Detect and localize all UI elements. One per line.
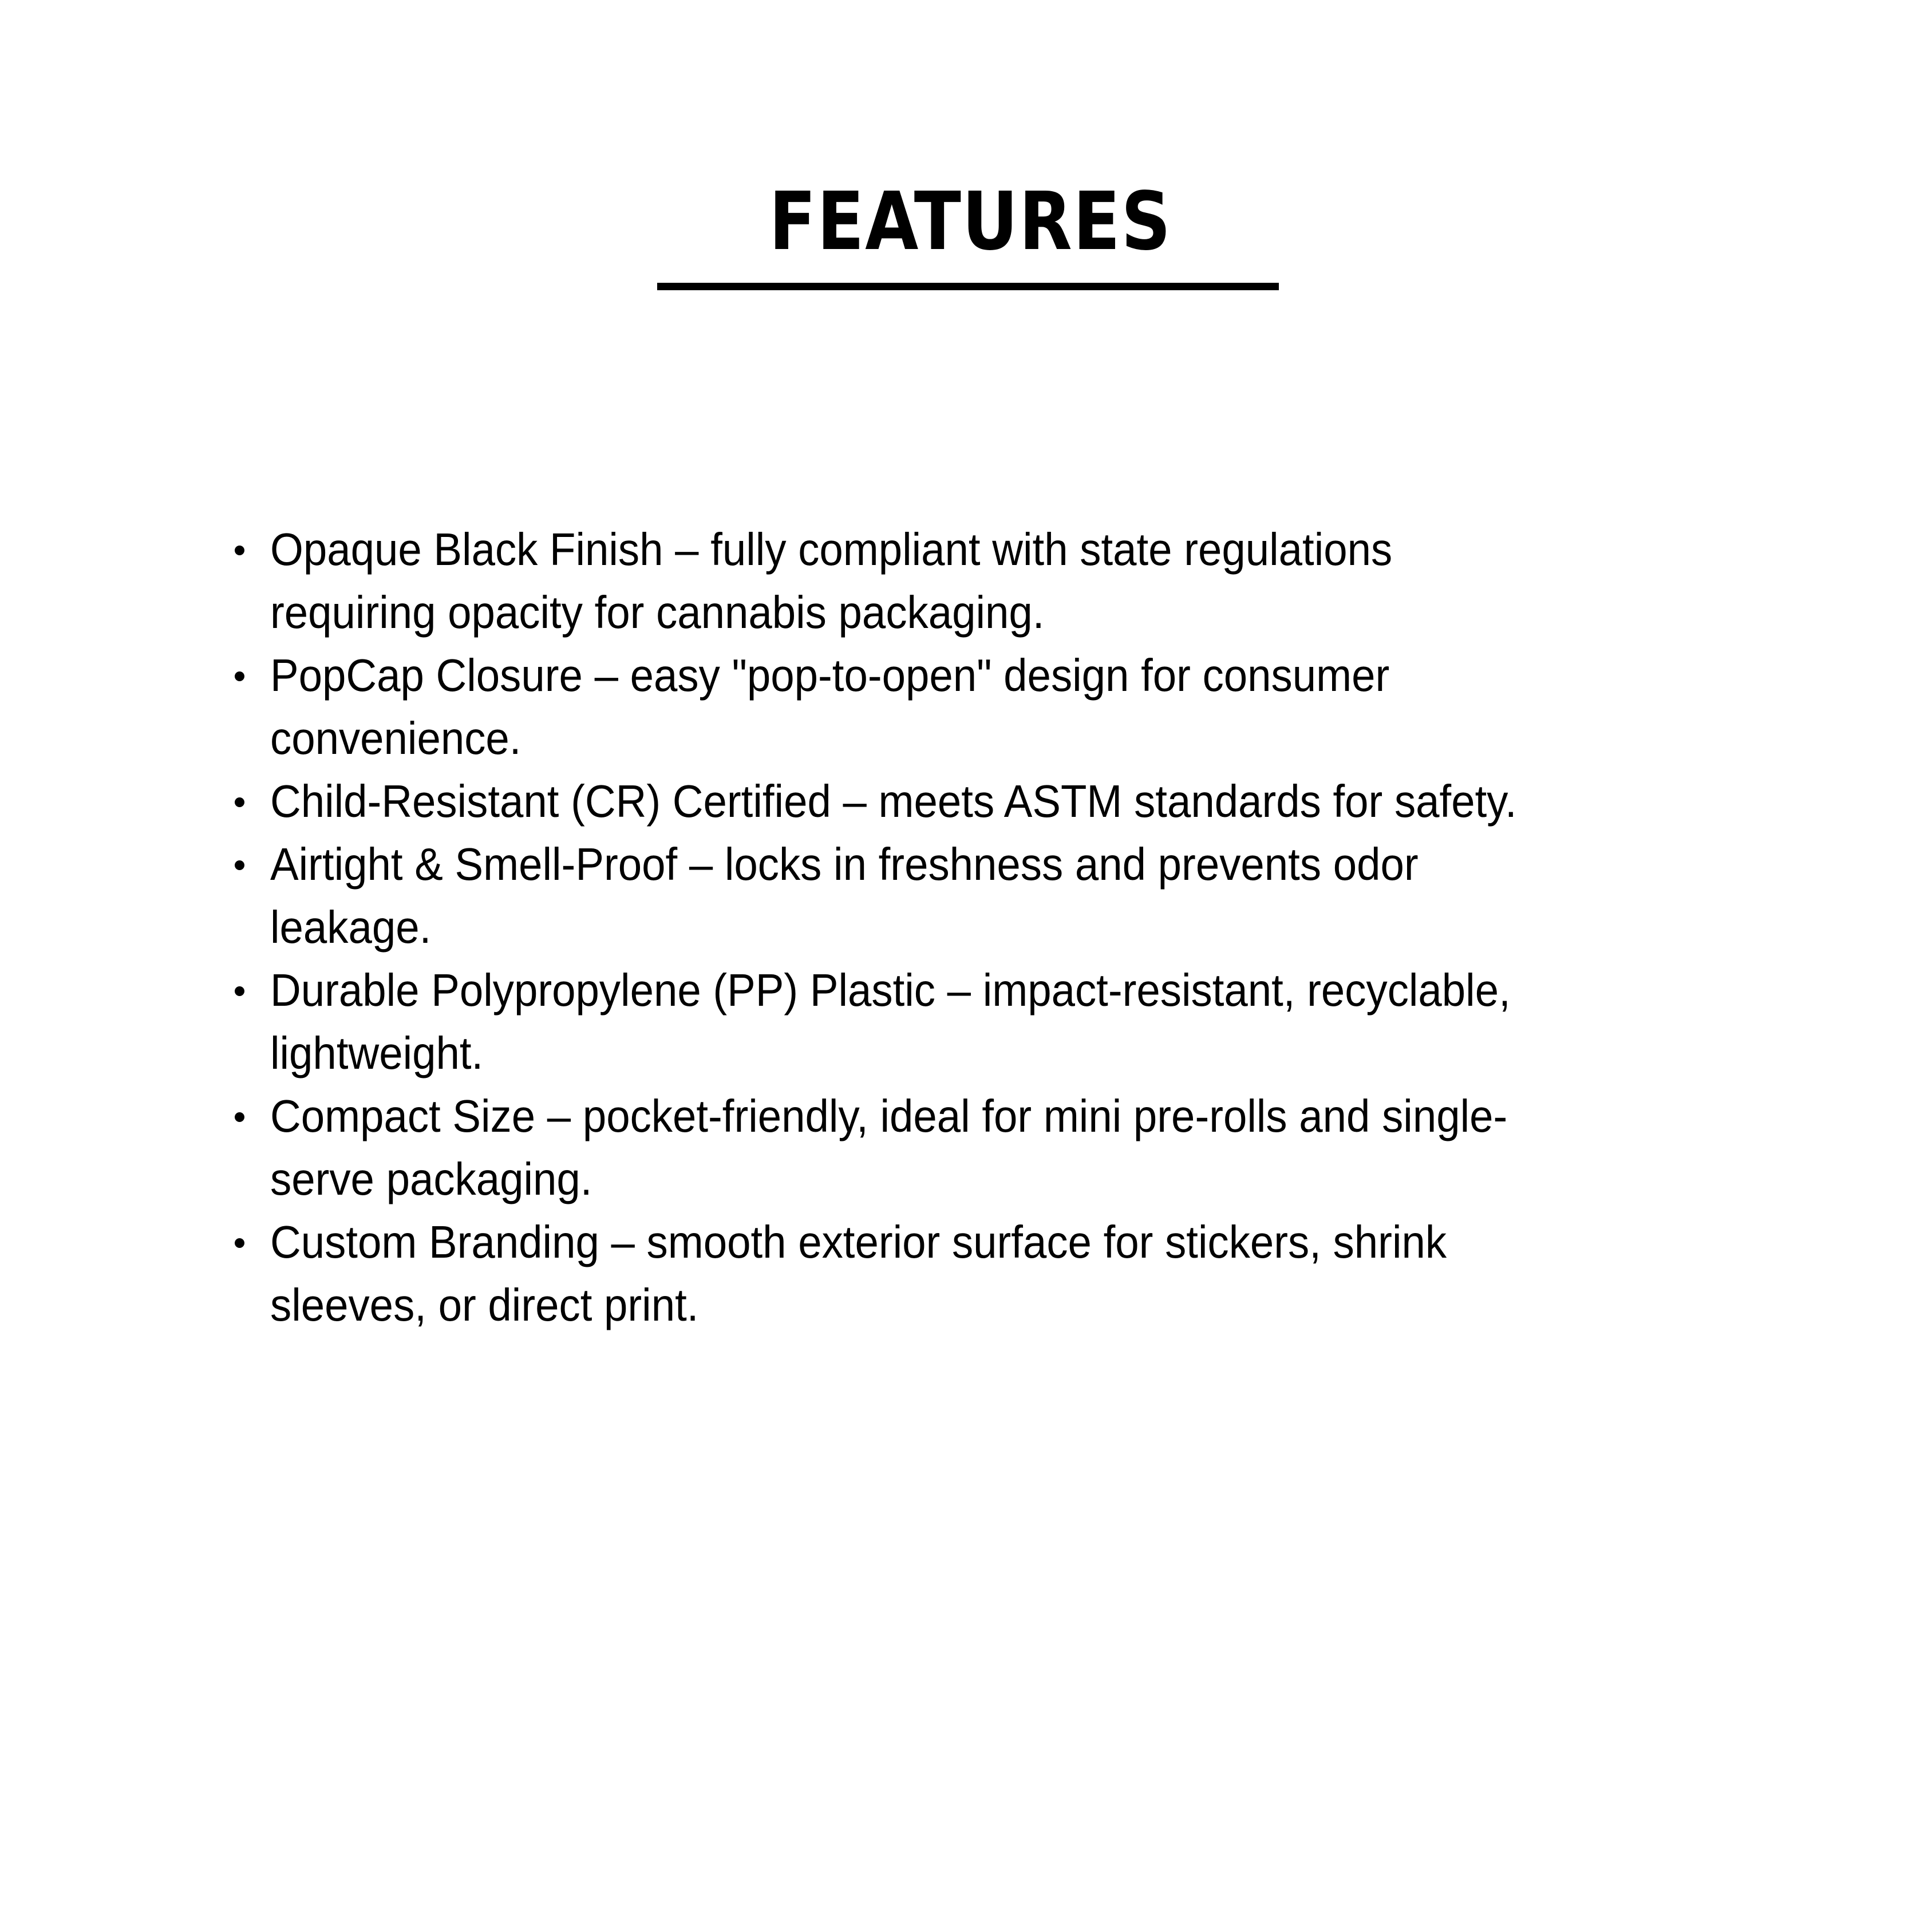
feature-text-line: Compact Size – pocket-friendly, ideal for mini pre-rolls and single- — [270, 1091, 1508, 1141]
feature-text-line: convenience. — [270, 713, 521, 764]
heading-container — [0, 175, 1932, 268]
feature-item-child-resistant — [235, 770, 1723, 833]
feature-text-line: requiring opacity for cannabis packaging. — [270, 587, 1045, 638]
feature-item-popcap-closure — [235, 644, 1723, 770]
features-list — [235, 518, 1723, 1337]
feature-text-line: leakage. — [270, 902, 432, 953]
feature-item-airtight-smell-proof — [235, 833, 1723, 959]
bullet-icon — [235, 1238, 244, 1248]
feature-text-line: serve packaging. — [270, 1153, 592, 1204]
feature-item-durable-polypropylene — [235, 959, 1723, 1085]
feature-item-opaque-black-finish — [235, 518, 1723, 644]
feature-text-line: Opaque Black Finish – fully compliant with state regulations — [270, 524, 1393, 575]
feature-item-compact-size — [235, 1085, 1723, 1211]
bullet-icon — [235, 860, 244, 870]
bullet-icon — [235, 671, 244, 681]
feature-text-line: Custom Branding – smooth exterior surface for stickers, shrink — [270, 1216, 1447, 1267]
bullet-icon — [235, 1112, 244, 1122]
feature-text-line: Durable Polypropylene (PP) Plastic – impact-resistant, recyclable, — [270, 965, 1511, 1016]
feature-text-line: lightweight. — [270, 1028, 484, 1078]
feature-item-custom-branding — [235, 1211, 1723, 1337]
bullet-icon — [235, 797, 244, 807]
feature-text-line: Airtight & Smell-Proof – locks in freshness and prevents odor — [270, 839, 1419, 890]
heading-underline-divider — [657, 283, 1279, 290]
feature-text-line: sleeves, or direct print. — [270, 1279, 699, 1330]
page-title: FEATURES — [769, 175, 1172, 268]
bullet-icon — [235, 986, 244, 996]
bullet-icon — [235, 546, 244, 555]
feature-text-line: Child-Resistant (CR) Certified – meets ASTM standards for safety. — [270, 776, 1517, 827]
feature-text-line: PopCap Closure – easy "pop-to-open" design for consumer — [270, 650, 1390, 701]
